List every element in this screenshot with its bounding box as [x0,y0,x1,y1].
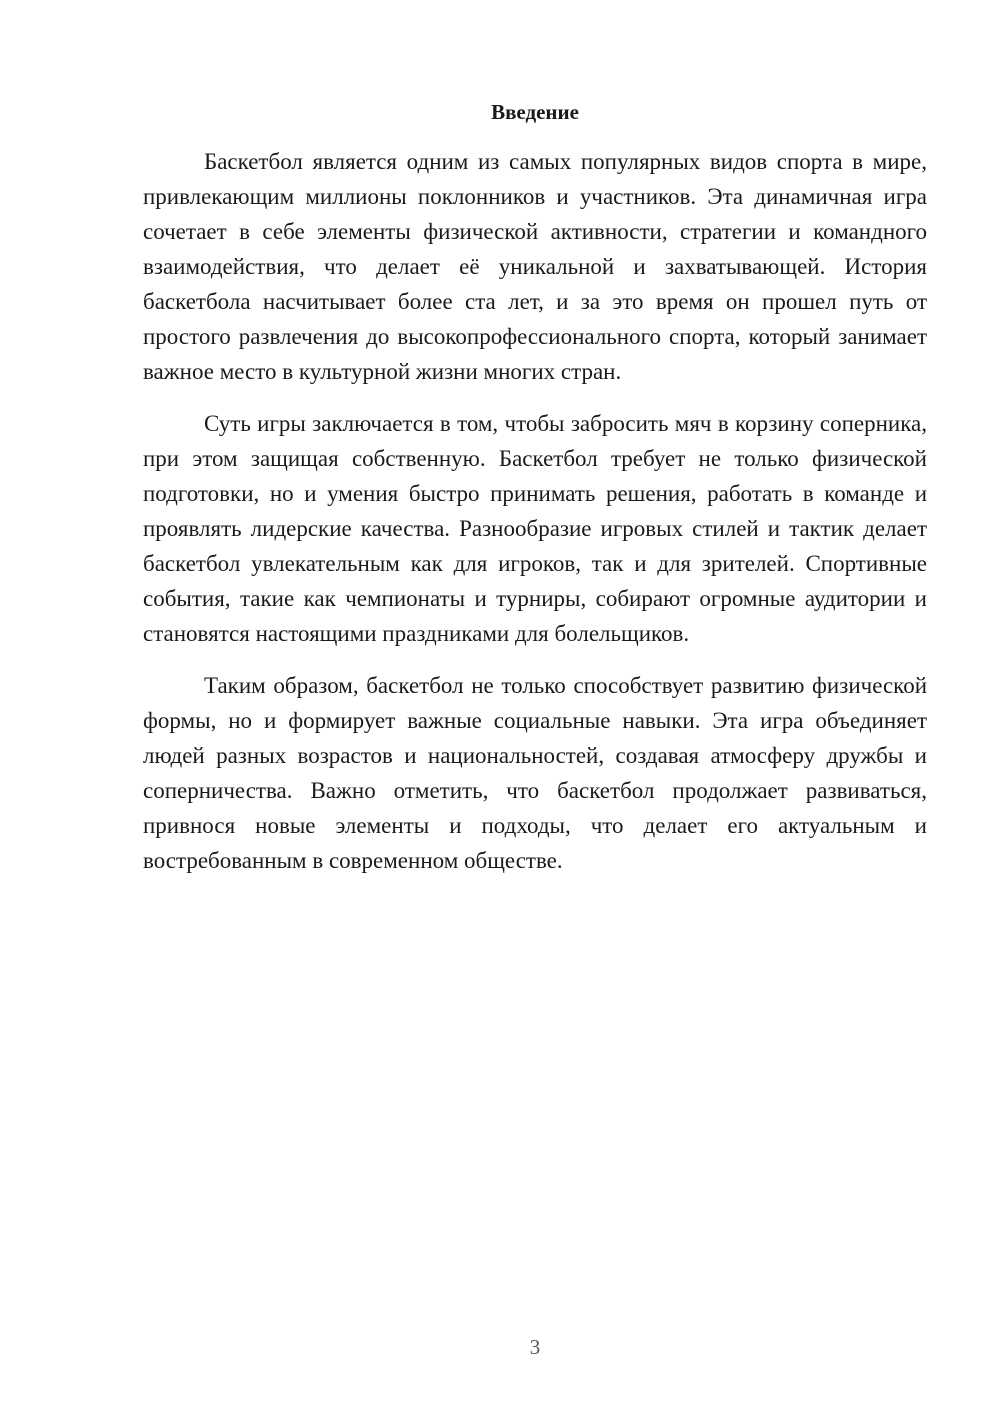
document-body [143,144,927,895]
paragraph-3: Таким образом, баскетбол не только способствует развитию физической формы, но и формирует важные социальные навыки. Эта игра объединяет людей разных возрастов и национальностей, создавая атмосферу дружбы и соперничества. Важно отметить, что баскетбол продолжает развиваться, привнося новые элементы и подходы, что делает его актуальным и востребованным в современном обществе. [143,673,927,873]
page-number: 3 [529,1335,541,1359]
paragraph-2: Суть игры заключается в том, чтобы забросить мяч в корзину соперника, при этом защищая собственную. Баскетбол требует не только физической подготовки, но и умения быстро принимать решения, работать в команде и проявлять лидерские качества. Разнообразие игровых стилей и тактик делает баскетбол увлекательным как для игроков, так и для зрителей. Спортивные события, такие как чемпионаты и турниры, собирают огромные аудитории и становятся настоящими праздниками для болельщиков. [143,411,927,646]
page-title: Введение [491,100,579,124]
paragraph-1: Баскетбол является одним из самых популярных видов спорта в мире, привлекающим миллионы поклонников и участников. Эта динамичная игра сочетает в себе элементы физической активности, стратегии и командного взаимодействия, что делает её уникальной и захватывающей. История баскетбола насчитывает более ста лет, и за это время он прошел путь от простого развлечения до высокопрофессионального спорта, который занимает важное место в культурной жизни многих стран. [143,149,927,384]
